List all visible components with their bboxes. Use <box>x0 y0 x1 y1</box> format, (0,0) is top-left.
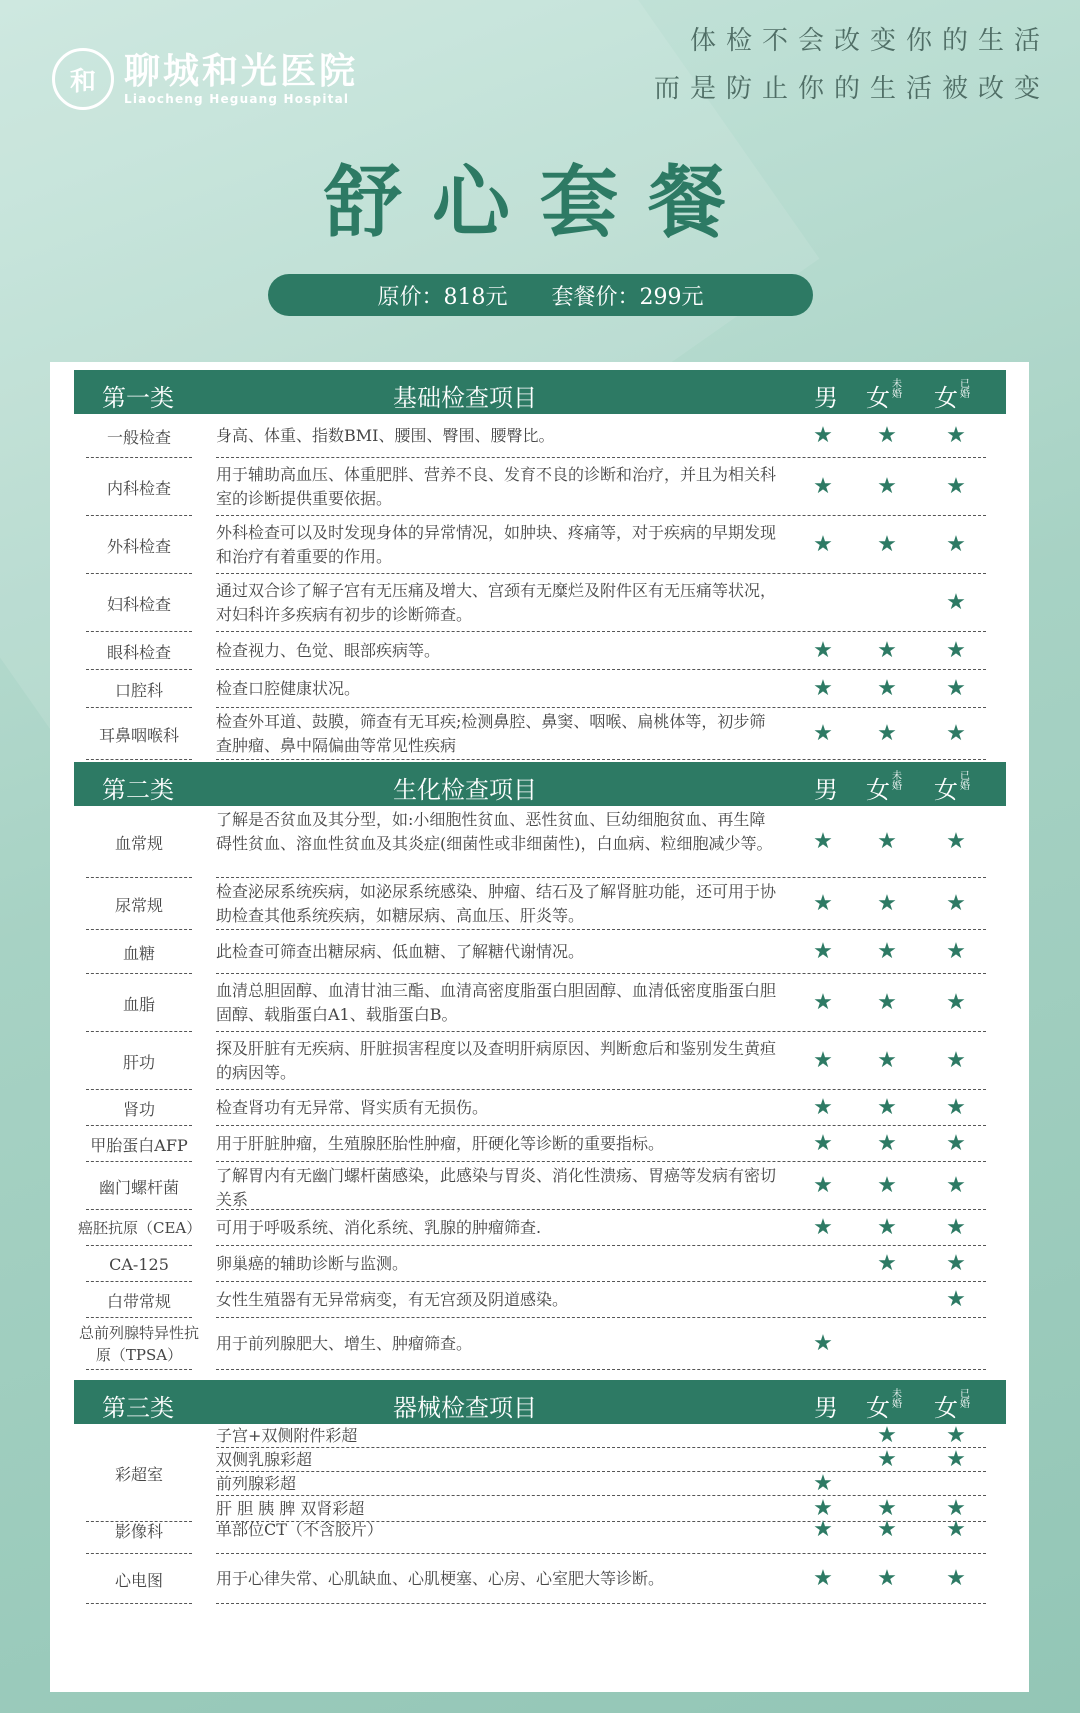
table-subrow <box>216 1424 1006 1448</box>
table-row <box>74 1032 1006 1090</box>
star-icon: ★ <box>877 1566 897 1591</box>
item-desc: 检查口腔健康状况。 <box>216 679 361 698</box>
package-price: 套餐价：299元 <box>551 284 704 310</box>
item-desc: 用于肝脏肿瘤，生殖腺胚胎性肿瘤，肝硬化等诊断的重要指标。 <box>216 1134 665 1153</box>
item-desc: 检查肾功有无异常、肾实质有无损伤。 <box>216 1098 489 1117</box>
star-icon: ★ <box>813 1331 833 1356</box>
table-row <box>74 974 1006 1032</box>
star-icon: ★ <box>813 1173 833 1198</box>
star-icon: ★ <box>813 990 833 1015</box>
table-row <box>74 1090 1006 1126</box>
item-desc: 通过双合诊了解子宫有无压痛及增大、宫颈有无糜烂及附件区有无压痛等状况，对妇科许多疾病有初步的诊断筛查。 <box>216 581 777 624</box>
star-icon: ★ <box>813 638 833 663</box>
table-row <box>74 516 1006 574</box>
col-female-unmarried <box>866 770 904 805</box>
col-female-label: 女 <box>866 1394 890 1422</box>
star-icon: ★ <box>946 939 966 964</box>
star-icon: ★ <box>877 1048 897 1073</box>
col-female-label: 女 <box>934 1394 958 1422</box>
table-row <box>74 1210 1006 1246</box>
star-icon: ★ <box>813 1131 833 1156</box>
star-icon: ★ <box>946 1496 966 1521</box>
item-desc: 前列腺彩超 <box>216 1474 297 1493</box>
table-row <box>74 1282 1006 1318</box>
star-icon: ★ <box>877 1423 897 1448</box>
row-divider <box>216 759 986 760</box>
star-icon: ★ <box>877 1215 897 1240</box>
star-icon: ★ <box>813 423 833 448</box>
item-name: 内科检查 <box>106 478 171 498</box>
star-icon: ★ <box>813 1517 833 1542</box>
table-row <box>74 1506 1006 1554</box>
item-desc: 了解是否贫血及其分型，如:小细胞性贫血、恶性贫血、巨幼细胞贫血、再生障碍性贫血、溶血性贫血及其炎症(细菌性或非细菌性)，白血病、粒细胞减少等。 <box>216 810 773 853</box>
hospital-name-en: Liaocheng Heguang Hospital <box>124 92 350 106</box>
col-male: 男 <box>814 384 838 412</box>
table-row <box>74 1126 1006 1162</box>
item-name: CA-125 <box>109 1254 169 1274</box>
star-icon: ★ <box>877 1131 897 1156</box>
table-row <box>74 1162 1006 1210</box>
star-icon: ★ <box>946 990 966 1015</box>
star-icon: ★ <box>946 721 966 746</box>
item-desc: 双侧乳腺彩超 <box>216 1450 313 1469</box>
section-title: 生化检查项目 <box>393 776 537 804</box>
star-icon: ★ <box>946 1173 966 1198</box>
item-desc: 女性生殖器有无异常病变，有无宫颈及阴道感染。 <box>216 1290 569 1309</box>
item-desc: 可用于呼吸系统、消化系统、乳腺的肿瘤筛查. <box>216 1218 542 1237</box>
item-name: 癌胚抗原（CEA） <box>78 1219 202 1237</box>
row-divider <box>216 1603 986 1604</box>
col-male: 男 <box>814 1394 838 1422</box>
table-row <box>74 414 1006 458</box>
col-female-label: 女 <box>866 384 890 412</box>
star-icon: ★ <box>813 474 833 499</box>
star-icon: ★ <box>946 1566 966 1591</box>
section-category: 第一类 <box>102 384 174 412</box>
item-desc: 子宫+双侧附件彩超 <box>216 1426 358 1445</box>
star-icon: ★ <box>946 1517 966 1542</box>
star-icon: ★ <box>877 532 897 557</box>
col-female-married <box>934 770 972 805</box>
star-icon: ★ <box>946 474 966 499</box>
star-icon: ★ <box>946 1215 966 1240</box>
item-desc: 单部位CT（不含胶片） <box>216 1520 383 1539</box>
star-icon: ★ <box>946 1251 966 1276</box>
table-subrow <box>216 1472 1006 1496</box>
star-icon: ★ <box>946 423 966 448</box>
table-row <box>74 1554 1006 1604</box>
table-row <box>74 574 1006 632</box>
table-row <box>74 670 1006 708</box>
item-name: 血常规 <box>114 833 163 853</box>
original-price: 原价：818元 <box>377 284 508 310</box>
star-icon: ★ <box>877 1251 897 1276</box>
table-row <box>74 806 1006 878</box>
star-icon: ★ <box>813 1095 833 1120</box>
logo-emblem: 和 <box>52 48 114 110</box>
col-unmarried-sub: 未婚 <box>892 379 902 400</box>
star-icon: ★ <box>877 638 897 663</box>
star-icon: ★ <box>813 532 833 557</box>
row-divider <box>86 1603 192 1604</box>
star-icon: ★ <box>946 1095 966 1120</box>
star-icon: ★ <box>877 676 897 701</box>
table-row <box>74 632 1006 670</box>
item-desc: 检查视力、色觉、眼部疾病等。 <box>216 641 441 660</box>
table-subrow <box>216 1448 1006 1472</box>
col-married-sub: 已婚 <box>960 1389 970 1410</box>
star-icon: ★ <box>946 1131 966 1156</box>
section-category: 第三类 <box>102 1394 174 1422</box>
star-icon: ★ <box>877 1173 897 1198</box>
item-name: 幽门螺杆菌 <box>98 1177 179 1197</box>
star-icon: ★ <box>877 891 897 916</box>
item-name: 眼科检查 <box>106 642 171 662</box>
star-icon: ★ <box>877 829 897 854</box>
col-female-label: 女 <box>934 776 958 804</box>
col-female-married <box>934 378 972 413</box>
col-unmarried-sub: 未婚 <box>892 1389 902 1410</box>
item-name: 妇科检查 <box>106 594 171 614</box>
col-unmarried-sub: 未婚 <box>892 771 902 792</box>
star-icon: ★ <box>813 1048 833 1073</box>
star-icon: ★ <box>877 1095 897 1120</box>
item-desc: 用于辅助高血压、体重肥胖、营养不良、发育不良的诊断和治疗，并且为相关科室的诊断提供重要依据。 <box>216 465 777 508</box>
star-icon: ★ <box>877 1496 897 1521</box>
item-name: 甲胎蛋白AFP <box>90 1135 188 1155</box>
star-icon: ★ <box>813 829 833 854</box>
star-icon: ★ <box>946 532 966 557</box>
star-icon: ★ <box>946 891 966 916</box>
star-icon: ★ <box>946 1447 966 1472</box>
item-desc: 肝 胆 胰 脾 双肾彩超 <box>216 1499 365 1518</box>
item-name: 口腔科 <box>114 680 163 700</box>
col-female-unmarried <box>866 1388 904 1423</box>
table-row <box>74 930 1006 974</box>
slogan-line-2: 而是防止你的生活被改变 <box>653 74 1050 104</box>
section-header <box>74 1380 1006 1424</box>
star-icon: ★ <box>946 676 966 701</box>
star-icon: ★ <box>877 939 897 964</box>
table-row <box>74 1246 1006 1282</box>
row-divider <box>86 1369 192 1370</box>
item-name: 心电图 <box>114 1570 163 1590</box>
star-icon: ★ <box>946 590 966 615</box>
star-icon: ★ <box>946 1423 966 1448</box>
col-female-married <box>934 1388 972 1423</box>
star-icon: ★ <box>946 829 966 854</box>
item-name: 影像科 <box>114 1521 163 1541</box>
star-icon: ★ <box>813 939 833 964</box>
star-icon: ★ <box>813 1566 833 1591</box>
item-name: 白带常规 <box>106 1291 171 1311</box>
item-desc: 用于心律失常、心肌缺血、心肌梗塞、心房、心室肥大等诊断。 <box>216 1569 665 1588</box>
item-name: 彩超室 <box>114 1464 163 1484</box>
star-icon: ★ <box>877 423 897 448</box>
item-name: 肾功 <box>122 1099 155 1119</box>
item-desc: 卵巢癌的辅助诊断与监测。 <box>216 1254 409 1273</box>
item-name: 尿常规 <box>114 895 163 915</box>
table-row <box>74 708 1006 760</box>
star-icon: ★ <box>946 638 966 663</box>
slogan-line-1: 体检不会改变你的生活 <box>689 26 1050 56</box>
hospital-logo <box>52 48 358 110</box>
items-table <box>50 362 1029 1692</box>
star-icon: ★ <box>813 1215 833 1240</box>
star-icon: ★ <box>877 1447 897 1472</box>
item-desc: 身高、体重、指数BMI、腰围、臀围、腰臀比。 <box>216 426 555 445</box>
table-row <box>74 878 1006 930</box>
star-icon: ★ <box>877 721 897 746</box>
section-title: 器械检查项目 <box>393 1394 537 1422</box>
col-married-sub: 已婚 <box>960 379 970 400</box>
item-name: 总前列腺特异性抗原（TPSA） <box>78 1324 199 1364</box>
hospital-name-cn: 聊城和光医院 <box>124 51 359 92</box>
item-name: 一般检查 <box>106 427 171 447</box>
item-name: 外科检查 <box>106 536 171 556</box>
section-header <box>74 762 1006 806</box>
section-header <box>74 370 1006 414</box>
row-divider <box>86 759 192 760</box>
star-icon: ★ <box>813 676 833 701</box>
star-icon: ★ <box>877 474 897 499</box>
star-icon: ★ <box>946 1287 966 1312</box>
star-icon: ★ <box>813 891 833 916</box>
star-icon: ★ <box>813 1471 833 1496</box>
col-female-unmarried <box>866 378 904 413</box>
star-icon: ★ <box>813 721 833 746</box>
star-icon: ★ <box>877 990 897 1015</box>
table-row <box>74 1318 1006 1370</box>
item-desc: 血清总胆固醇、血清甘油三酯、血清高密度脂蛋白胆固醇、血清低密度脂蛋白胆固醇、载脂蛋白A1、载脂蛋白B。 <box>216 981 777 1024</box>
item-desc: 用于前列腺肥大、增生、肿瘤筛查。 <box>216 1334 473 1353</box>
item-desc: 外科检查可以及时发现身体的异常情况，如肿块、疼痛等，对于疾病的早期发现和治疗有着重要的作用。 <box>216 523 777 566</box>
item-name: 血糖 <box>122 943 155 963</box>
section-category: 第二类 <box>102 776 174 804</box>
item-name: 血脂 <box>122 994 155 1014</box>
star-icon: ★ <box>946 1048 966 1073</box>
col-female-label: 女 <box>866 776 890 804</box>
price-bar <box>268 274 813 316</box>
table-row <box>74 458 1006 516</box>
item-name: 肝功 <box>122 1052 155 1072</box>
item-desc: 此检查可筛查出糖尿病、低血糖、了解糖代谢情况。 <box>216 942 585 961</box>
row-divider <box>216 1369 986 1370</box>
star-icon: ★ <box>877 1517 897 1542</box>
col-male: 男 <box>814 776 838 804</box>
col-married-sub: 已婚 <box>960 771 970 792</box>
star-icon: ★ <box>813 1496 833 1521</box>
item-name: 耳鼻咽喉科 <box>98 725 179 745</box>
page-title: 舒心套餐 <box>323 158 756 248</box>
item-desc: 检查外耳道、鼓膜，筛查有无耳疾;检测鼻腔、鼻窦、咽喉、扁桃体等，初步筛查肿瘤、鼻中隔偏曲等常见性疾病 <box>216 712 766 755</box>
item-desc: 了解胃内有无幽门螺杆菌感染，此感染与胃炎、消化性溃疡、胃癌等发病有密切关系 <box>216 1166 777 1209</box>
col-female-label: 女 <box>934 384 958 412</box>
section-title: 基础检查项目 <box>393 384 537 412</box>
item-desc: 探及肝脏有无疾病、肝脏损害程度以及查明肝病原因、判断愈后和鉴别发生黄疸的病因等。 <box>216 1039 777 1082</box>
item-desc: 检查泌尿系统疾病，如泌尿系统感染、肿瘤、结石及了解肾脏功能，还可用于协助检查其他系统疾病，如糖尿病、高血压、肝炎等。 <box>216 882 777 925</box>
